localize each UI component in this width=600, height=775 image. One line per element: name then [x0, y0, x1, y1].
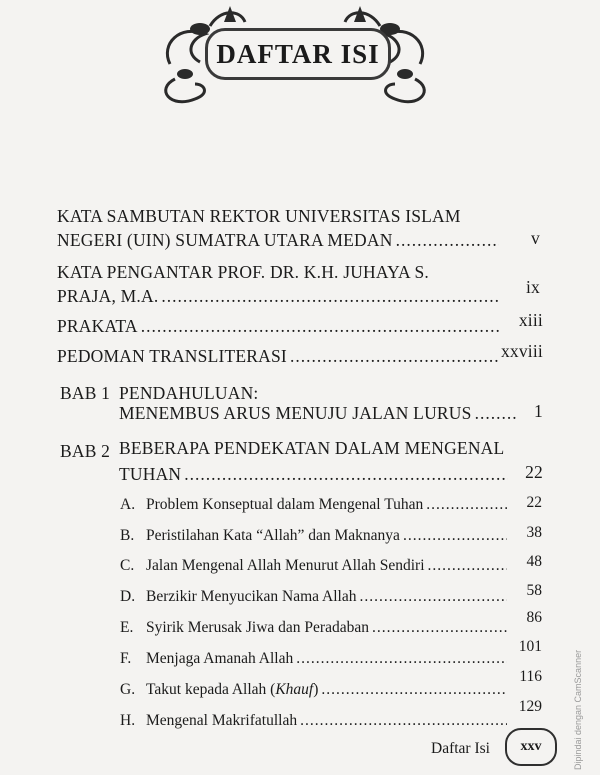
toc-entry: PRAJA, M.A. .....: [57, 286, 502, 307]
title-frame: [205, 28, 391, 80]
toc-entry-line: KATA PENGANTAR PROF. DR. K.H. JUHAYA S.: [57, 262, 429, 282]
toc-entry: PEDOMAN TRANSLITERASI .....: [57, 346, 502, 367]
toc-entry: PRAKATA .....: [57, 316, 502, 337]
toc-entry: MENEMBUS ARUS MENUJU JALAN LURUS .....: [119, 403, 521, 424]
page-number: 22: [525, 462, 543, 482]
toc-entry: Peristilahan Kata “Allah” dan Maknanya .....: [146, 527, 510, 545]
page-number: 101: [518, 638, 542, 655]
toc-entry: Berzikir Menyucikan Nama Allah .....: [146, 588, 510, 606]
section-letter: E.: [120, 619, 134, 636]
page-number: 86: [526, 609, 542, 626]
toc-entry-line: KATA SAMBUTAN REKTOR UNIVERSITAS ISLAM: [57, 206, 461, 226]
page-number: xiii: [518, 310, 543, 330]
chapter-title: BEBERAPA PENDEKATAN DALAM MENGENAL: [119, 438, 505, 458]
toc-entry: Problem Konseptual dalam Mengenal Tuhan .....: [146, 496, 510, 514]
page-number: xxviii: [500, 341, 543, 361]
page-number: 129: [518, 698, 542, 715]
page-number: 38: [526, 524, 542, 541]
page-number: 58: [526, 582, 542, 599]
footer-page-badge: [505, 728, 557, 766]
page-number: 1: [534, 401, 543, 421]
scanner-watermark: Dipindai dengan CamScanner: [573, 649, 583, 770]
section-letter: A.: [120, 496, 136, 513]
footer-label: Daftar Isi: [431, 740, 490, 757]
section-letter: C.: [120, 557, 135, 574]
page-number: ix: [525, 277, 540, 297]
toc-entry: Menjaga Amanah Allah .....: [146, 650, 510, 668]
chapter-title: PENDAHULUAN:: [119, 383, 259, 403]
section-letter: D.: [120, 588, 136, 605]
toc-entry: NEGERI (UIN) SUMATRA UTARA MEDAN .....: [57, 230, 502, 251]
toc-entry: TUHAN .....: [119, 464, 511, 485]
page-number: 116: [519, 668, 542, 685]
page-number: 22: [526, 494, 542, 511]
page-title: DAFTAR ISI: [216, 38, 380, 69]
toc-entry: Jalan Mengenal Allah Menurut Allah Sendiri .....: [146, 557, 510, 575]
toc-entry: Mengenal Makrifatullah .....: [146, 712, 510, 730]
page-number: v: [531, 228, 540, 248]
page-number: 48: [526, 553, 542, 570]
chapter-label: BAB 1: [60, 383, 111, 403]
section-letter: G.: [120, 681, 136, 698]
section-letter: H.: [120, 712, 136, 729]
chapter-label: BAB 2: [60, 441, 111, 461]
section-letter: F.: [120, 650, 132, 667]
section-letter: B.: [120, 527, 135, 544]
toc-entry: Takut kepada Allah (Khauf) .....: [146, 681, 510, 699]
toc-entry: Syirik Merusak Jiwa dan Peradaban .....: [146, 619, 510, 637]
footer-page-number: xxv: [520, 739, 542, 754]
